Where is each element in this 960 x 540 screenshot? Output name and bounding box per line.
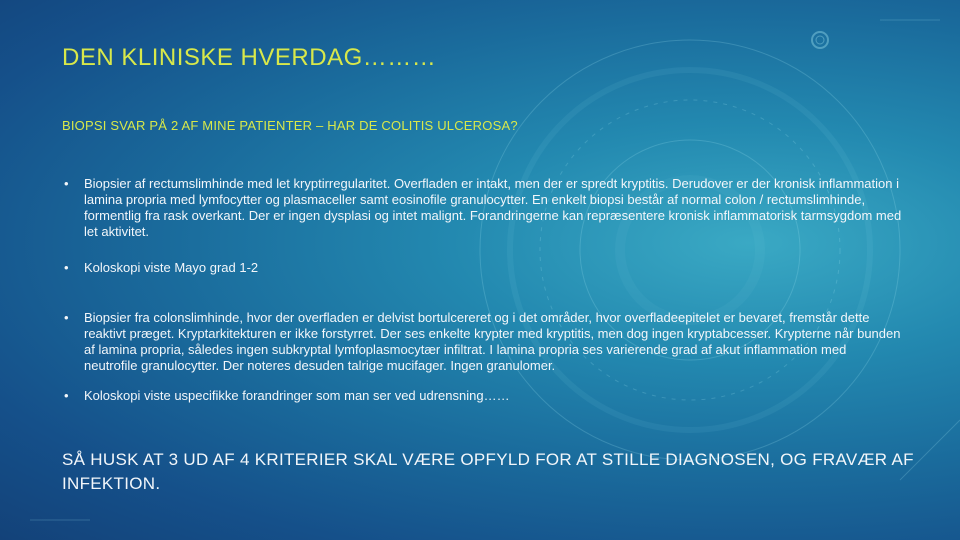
bullet-dot: • (64, 388, 69, 403)
list-item (62, 176, 902, 240)
slide-subtitle: BIOPSI SVAR PÅ 2 AF MINE PATIENTER – HAR DE COLITIS ULCEROSA? (62, 118, 518, 133)
bullet-text: Biopsier fra colonslimhinde, hvor der overfladen er delvist bortulcereret og i det områder, hvor overfladeepitelet er bevaret, fremstår dette reaktivt præget. Kryptarkitekturen er ikke forstyrret. Der ses enkelte krypter med kryptitis, men dog ingen kryptabcesser. Krypterne når bunden af lamina propria, således ingen subkryptal lymfoplasmocytær infiltrat. I lamina propria ses varierende grad af akut inflammation med neutrofile granulocytter. Der noteres desuden talrige mucifager. Ingen granulomer. (84, 310, 901, 373)
list-item (62, 260, 902, 276)
bullet-dot: • (64, 310, 69, 325)
slide-footer-note: SÅ HUSK AT 3 UD AF 4 KRITERIER SKAL VÆRE OPFYLD FOR AT STILLE DIAGNOSEN, OG FRAVÆR AF INFEKTION. (62, 450, 914, 493)
slide-title: DEN KLINISKE HVERDAG……… (62, 44, 437, 71)
bullet-list (62, 176, 902, 404)
bullet-text: Koloskopi viste Mayo grad 1-2 (84, 260, 259, 275)
list-item (62, 310, 902, 374)
bullet-text: Koloskopi viste uspecifikke forandringer som man ser ved udrensning…… (84, 388, 510, 403)
bullet-text: Biopsier af rectumslimhinde med let kryptirregularitet. Overfladen er intakt, men der er spredt kryptitis. Derudover er der kronisk inflammation i lamina propria med lymfocytter og plasmaceller samt eosinofile granulocytter. En enkelt biopsi består af normal colon / rectumslimhinde, formentlig fra rask overkant. Der er ingen dysplasi og intet malignt. Forandringerne kan repræsentere kronisk inflammatorisk tarmsygdom med let aktivitet. (84, 176, 902, 239)
list-item (62, 388, 902, 404)
bullet-dot: • (64, 260, 69, 275)
bullet-dot: • (64, 176, 69, 191)
